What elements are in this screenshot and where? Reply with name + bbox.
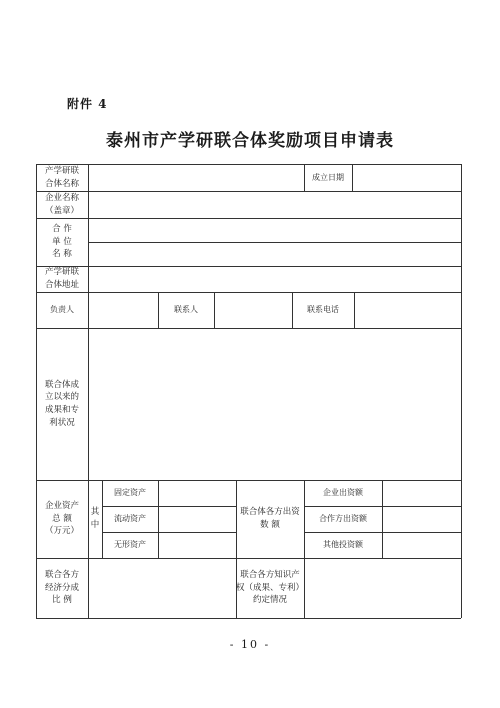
attachment-label: 附件 4 [67,97,108,111]
table-line [354,292,355,328]
form-title: 泰州市产学研联合体奖励项目申请表 [106,131,394,151]
table-line [214,292,215,328]
table-line [36,618,461,619]
profit-share-label: 联合各方 经济分成 比 例 [44,569,79,606]
application-form-table [36,164,461,618]
intangible-assets-label: 无形资产 [114,540,146,550]
founding-date-label: 成立日期 [312,172,344,182]
phone-label: 联系电话 [307,305,339,315]
ip-agreement-label: 联合各方知识产 权（成果、专利） 约定情况 [236,569,305,606]
partner-investment-label: 合作方出资额 [319,514,367,524]
person-in-charge-label: 负责人 [50,305,74,315]
union-name-label: 产学研联 合体名称 [44,165,79,189]
table-line [352,164,353,191]
total-assets-label: 企业资产 总 额 （万元） [44,500,79,537]
table-line [382,480,383,558]
table-line [88,164,89,292]
table-line [36,292,461,293]
fixed-assets-label: 固定资产 [114,488,146,498]
other-investment-label: 其他投资额 [323,540,363,550]
company-name-label: 企业名称 （盖章） [44,192,79,216]
page-number: - 10 - [229,638,271,651]
table-line [158,480,159,558]
achievements-label: 联合体成 立以来的 成果和专 利状况 [44,379,79,428]
table-line [36,191,461,192]
table-line [36,328,461,329]
table-line [88,242,461,243]
table-line [36,266,461,267]
table-line [304,558,305,618]
of-which-label: 其 中 [90,507,100,530]
contact-person-label: 联系人 [174,305,198,315]
table-line [36,218,461,219]
partner-unit-label: 合 作 单 位 名 称 [52,223,72,260]
table-line [461,164,462,618]
table-line [88,328,89,618]
table-line [36,164,461,165]
union-address-label: 产学研联 合体地址 [44,267,79,290]
table-line [88,292,89,328]
company-investment-label: 企业出资额 [323,488,363,498]
current-assets-label: 流动资产 [114,514,146,524]
investment-amount-label: 联合体各方出资 数 额 [240,507,300,530]
